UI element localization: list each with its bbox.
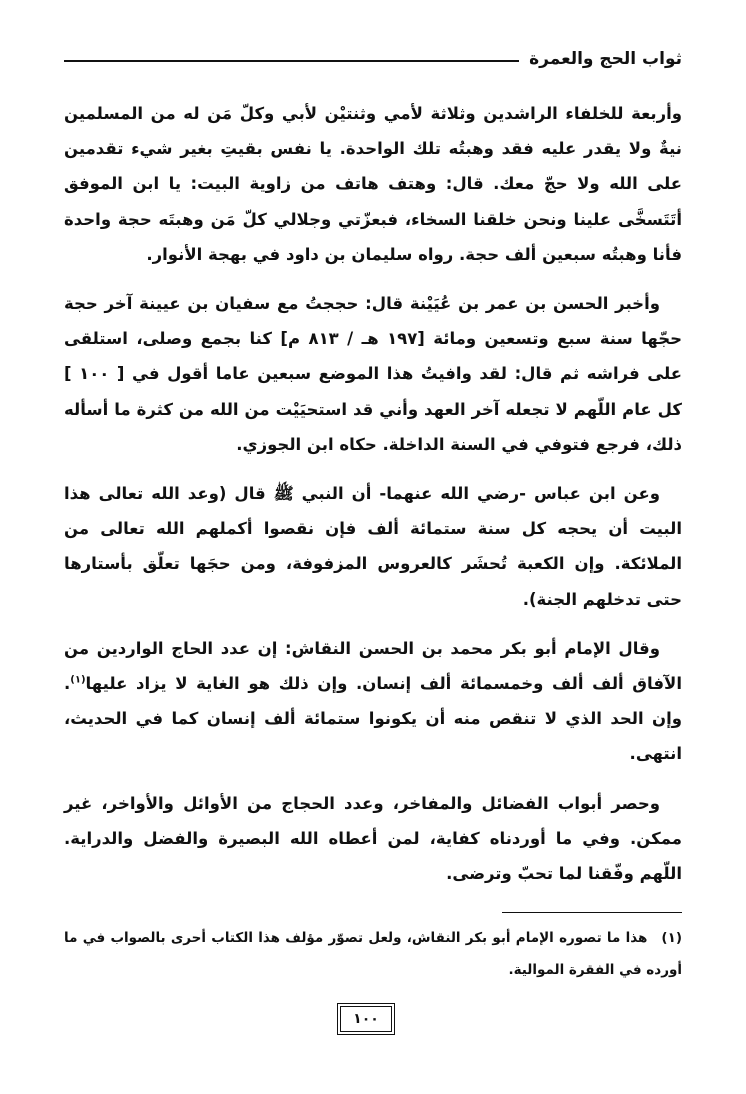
footnote [64,922,682,986]
footnote-reference[interactable]: (١) [70,674,86,686]
footnote-separator [502,912,682,913]
paragraph-2: وأخبر الحسن بن عمر بن عُيَيْنة قال: حججتُ مع سفيان بن عيينة آخر حجة حجّها سنة سبع وتسعين ومائة [١٩٧ هـ / ٨١٣ م] كنا بجمع وصلى، استلقى على فراشه ثم قال: لقد وافيتُ هذا الموضع سبعين عاما أقول في [ ١٠٠ ] كل عام اللّهم لا تجعله آخر العهد وأني قد استحيَيْت من الله من كثرة ما أسأله ذلك، فرجع فتوفي في السنة الداخلة. حكاه ابن الجوزي. [64,294,683,454]
page-number: ١٠٠ [340,1006,392,1032]
paragraph-4-tail: . وإن الحد الذي لا تنقص منه أن يكونوا ستمائة ألف إنسان كما في الحديث، انتهى. [64,674,682,764]
body-text [64,96,682,905]
footnote-number: (١) [661,930,682,946]
running-header [64,44,682,74]
paragraph-4 [64,631,682,772]
paragraph-3: وعن ابن عباس -رضي الله عنهما- أن النبي ﷺ قال (وعد الله تعالى هذا البيت أن يحجه كل سنة ستمائة ألف فإن نقصوا أكملهم الله تعالى من الملائكة. وإن الكعبة تُحشَر كالعروس المزفوفة، ومن حجَها تعلّق بأستارها حتى تدخلهم الجنة). [64,484,682,609]
footnote-text: هذا ما تصوره الإمام أبو بكر النقاش، ولعل تصوّر مؤلف هذا الكتاب أحرى بالصواب في ما أورده في الفقرة الموالية. [64,930,682,978]
paragraph-4-text: وقال الإمام أبو بكر محمد بن الحسن النقاش: إن عدد الحاج الواردين من الآفاق ألف ألف وخمسمائة ألف إنسان. وإن ذلك هو الغاية لا يزاد عليها [64,638,682,694]
paragraph-5: وحصر أبواب الفضائل والمفاخر، وعدد الحجاج من الأوائل والأواخر، غير ممكن. وفي ما أوردناه كفاية، لمن أعطاه الله البصيرة والفضل والدراية. اللّهم وفّقنا لما تحبّ وترضى. [64,793,682,884]
header-title: ثواب الحج والعمرة [529,49,682,69]
paragraph-1: وأربعة للخلفاء الراشدين وثلاثة لأمي وثنتيْن لأبي وكلّ مَن له من المسلمين نيةٌ ولا يقدر عليه فقد وهبتُه تلك الواحدة. يا نفس بقيتِ بغير شيء تقدمين على الله ولا حجّ معك. قال: وهتف هاتف من زاوية البيت: يا ابن الموفق أتَتَسخَّى علينا ونحن خلقنا السخاء، فبعزّتي وجلالي كلّ مَن وهبتَه حجة واحدة فأنا وهبتُه سبعين ألف حجة. رواه سليمان بن داود في بهجة الأنوار. [64,104,682,264]
header-rule [64,60,519,62]
